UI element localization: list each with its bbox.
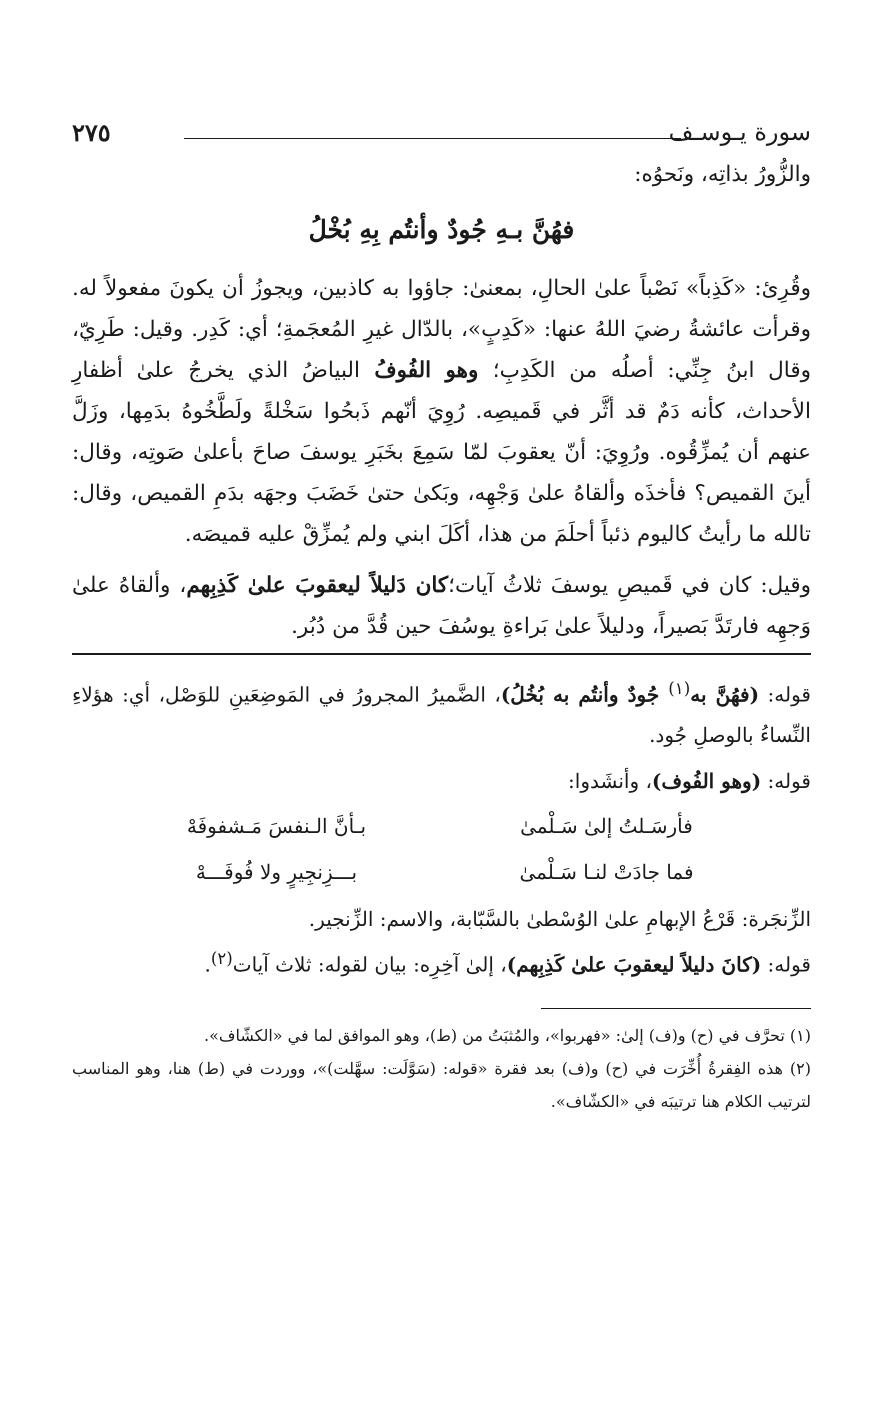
text-run: ، إلىٰ آخِرِه: بيان لقوله: ثلاث آيات <box>232 952 507 977</box>
poem-hemistich-second: بـأنَّ الـنفسَ مَـشفوفَهْ <box>186 813 367 838</box>
running-header <box>72 112 811 152</box>
paragraph-three-signs <box>72 565 811 647</box>
quoted-phrase: جُودٌ وأنتُم به بُخُلُ) <box>500 682 669 707</box>
section-divider <box>72 653 811 655</box>
commentary-entry: الزِّنجَرة: قَرْعُ الإبهامِ علىٰ الوُسْطىٰ بالسَّبّابة، والاسم: الزِّنجير. <box>308 906 811 931</box>
footnote-ref: (١) <box>668 679 691 698</box>
text-run: وقُرِئ: «كَذِباً» نَصْباً علىٰ الحالِ، بمعنىٰ: جاؤوا به كاذبين، ويجوزُ أن يكونَ مفعولاً له. وقرأت عائشةُ رضيَ اللهُ عنها: «كَدِبٍ»، بالدّال غيرِ المُعجَمةِ؛ أي: كَدِر. وقيل: طَرِيّ، وقال ابنُ جِنِّي: أصلُه من الكَدِبِ؛ <box>72 276 811 383</box>
text-run: ، الضَّميرُ المجرورُ في المَوضِعَينِ للوَصْل، أي: هؤلاءِ النِّساءُ بالوصلِ جُود. <box>72 682 811 747</box>
bold-phrase: كان دَليلاً ليعقوبَ علىٰ كَذِبِهم <box>186 573 449 598</box>
poetry-verse: فهُنَّ بـهِ جُودٌ وأنتُم بِهِ بُخْلُ <box>308 215 575 244</box>
text-run: قوله: <box>759 682 811 707</box>
bold-phrase: وهو الفُوفُ <box>359 358 493 383</box>
text-run: البياضُ الذي يخرجُ علىٰ أظفارِ الأحداث، كأنه دَمٌ قد أثَّر في قَميصِه. رُوِيَ أنّهم ذَبحُوا سَخْلةً ولَطَّخُوهُ بدَمِها، وزَلَّ عنهم أن يُمزِّقُوه. ورُوِيَ: أنّ يعقوبَ لمّا سَمِعَ بخَبَرِ يوسفَ صاحَ بأعلىٰ صَوتِه، وقال: أينَ القميص؟ فأخذَه وألقاهُ علىٰ وَجْهِه، وبَكىٰ حتىٰ خَضَبَ وجهَه بدَمِ القميص، وقال: تالله ما رأيتُ كاليوم ذئباً أحلَمَ من هذا، أكَلَ ابني ولم يُمزِّقْ عليه قميصَه. <box>72 358 811 547</box>
text-run: ، وألقاهُ علىٰ وَجهِه فارتَدَّ بَصيراً، ودليلاً علىٰ بَراءةِ يوسُفَ حين قُدَّ من دُبُر. <box>72 573 811 639</box>
poem-line <box>72 803 811 849</box>
footnote-ref: (٢) <box>210 948 233 968</box>
poem-block <box>72 803 811 895</box>
page-number: ٢٧٥ <box>72 118 111 147</box>
quoted-phrase: (وهو الفُوف) <box>651 768 762 793</box>
intro-line: والزُّورُ بذاتِه، ونَحوُه: <box>634 162 811 187</box>
commentary-entry <box>72 761 811 801</box>
paragraph-reading <box>72 268 811 555</box>
poem-hemistich-first: فما جادَتْ لنـا سَـلْمىٰ <box>519 859 694 884</box>
quoted-phrase: (كانَ دليلاً ليعقوبَ علىٰ كَذِبِهم) <box>506 952 762 977</box>
commentary-section <box>72 669 811 984</box>
footnote-rule <box>541 1008 811 1009</box>
footnote: (١) تحرَّف في (ح) و(ف) إلىٰ: «فهربوا»، والمُثبَتُ من (ط)، وهو الموافق لما في «الكشّاف». <box>204 1026 811 1046</box>
book-page <box>72 112 811 1118</box>
commentary-entry <box>72 669 811 755</box>
quoted-phrase: (فهُنَّ به <box>690 682 760 707</box>
footnotes <box>72 1019 811 1118</box>
text-run: . <box>204 952 211 977</box>
poem-line <box>72 849 811 895</box>
footnote: (٢) هذه الفِقرةُ أُخِّرَت في (ح) و(ف) بعد فقرة «قوله: (سَوَّلَت: سهَّلت)»، ووردت في (ط) هنا، وهو المناسب لترتيب الكلام هنا ترتيبَه في «الكشّاف». <box>72 1059 811 1112</box>
text-run: وقيل: كان في قَميصِ يوسفَ ثلاثُ آيات؛ <box>448 573 811 598</box>
header-title: سورة يـوسـف <box>668 118 811 146</box>
main-text <box>72 154 811 647</box>
poem-hemistich-second: بـــزِنجِيرٍ ولا فُوفَـــهْ <box>195 859 358 884</box>
text-run: قوله: <box>761 952 811 977</box>
header-rule <box>184 138 681 139</box>
text-run: قوله: <box>761 768 811 793</box>
commentary-entry <box>72 939 811 985</box>
poem-hemistich-first: فأرسَـلتُ إلىٰ سَـلْمىٰ <box>520 813 693 838</box>
text-run: ، وأنشَدوا: <box>568 768 652 793</box>
